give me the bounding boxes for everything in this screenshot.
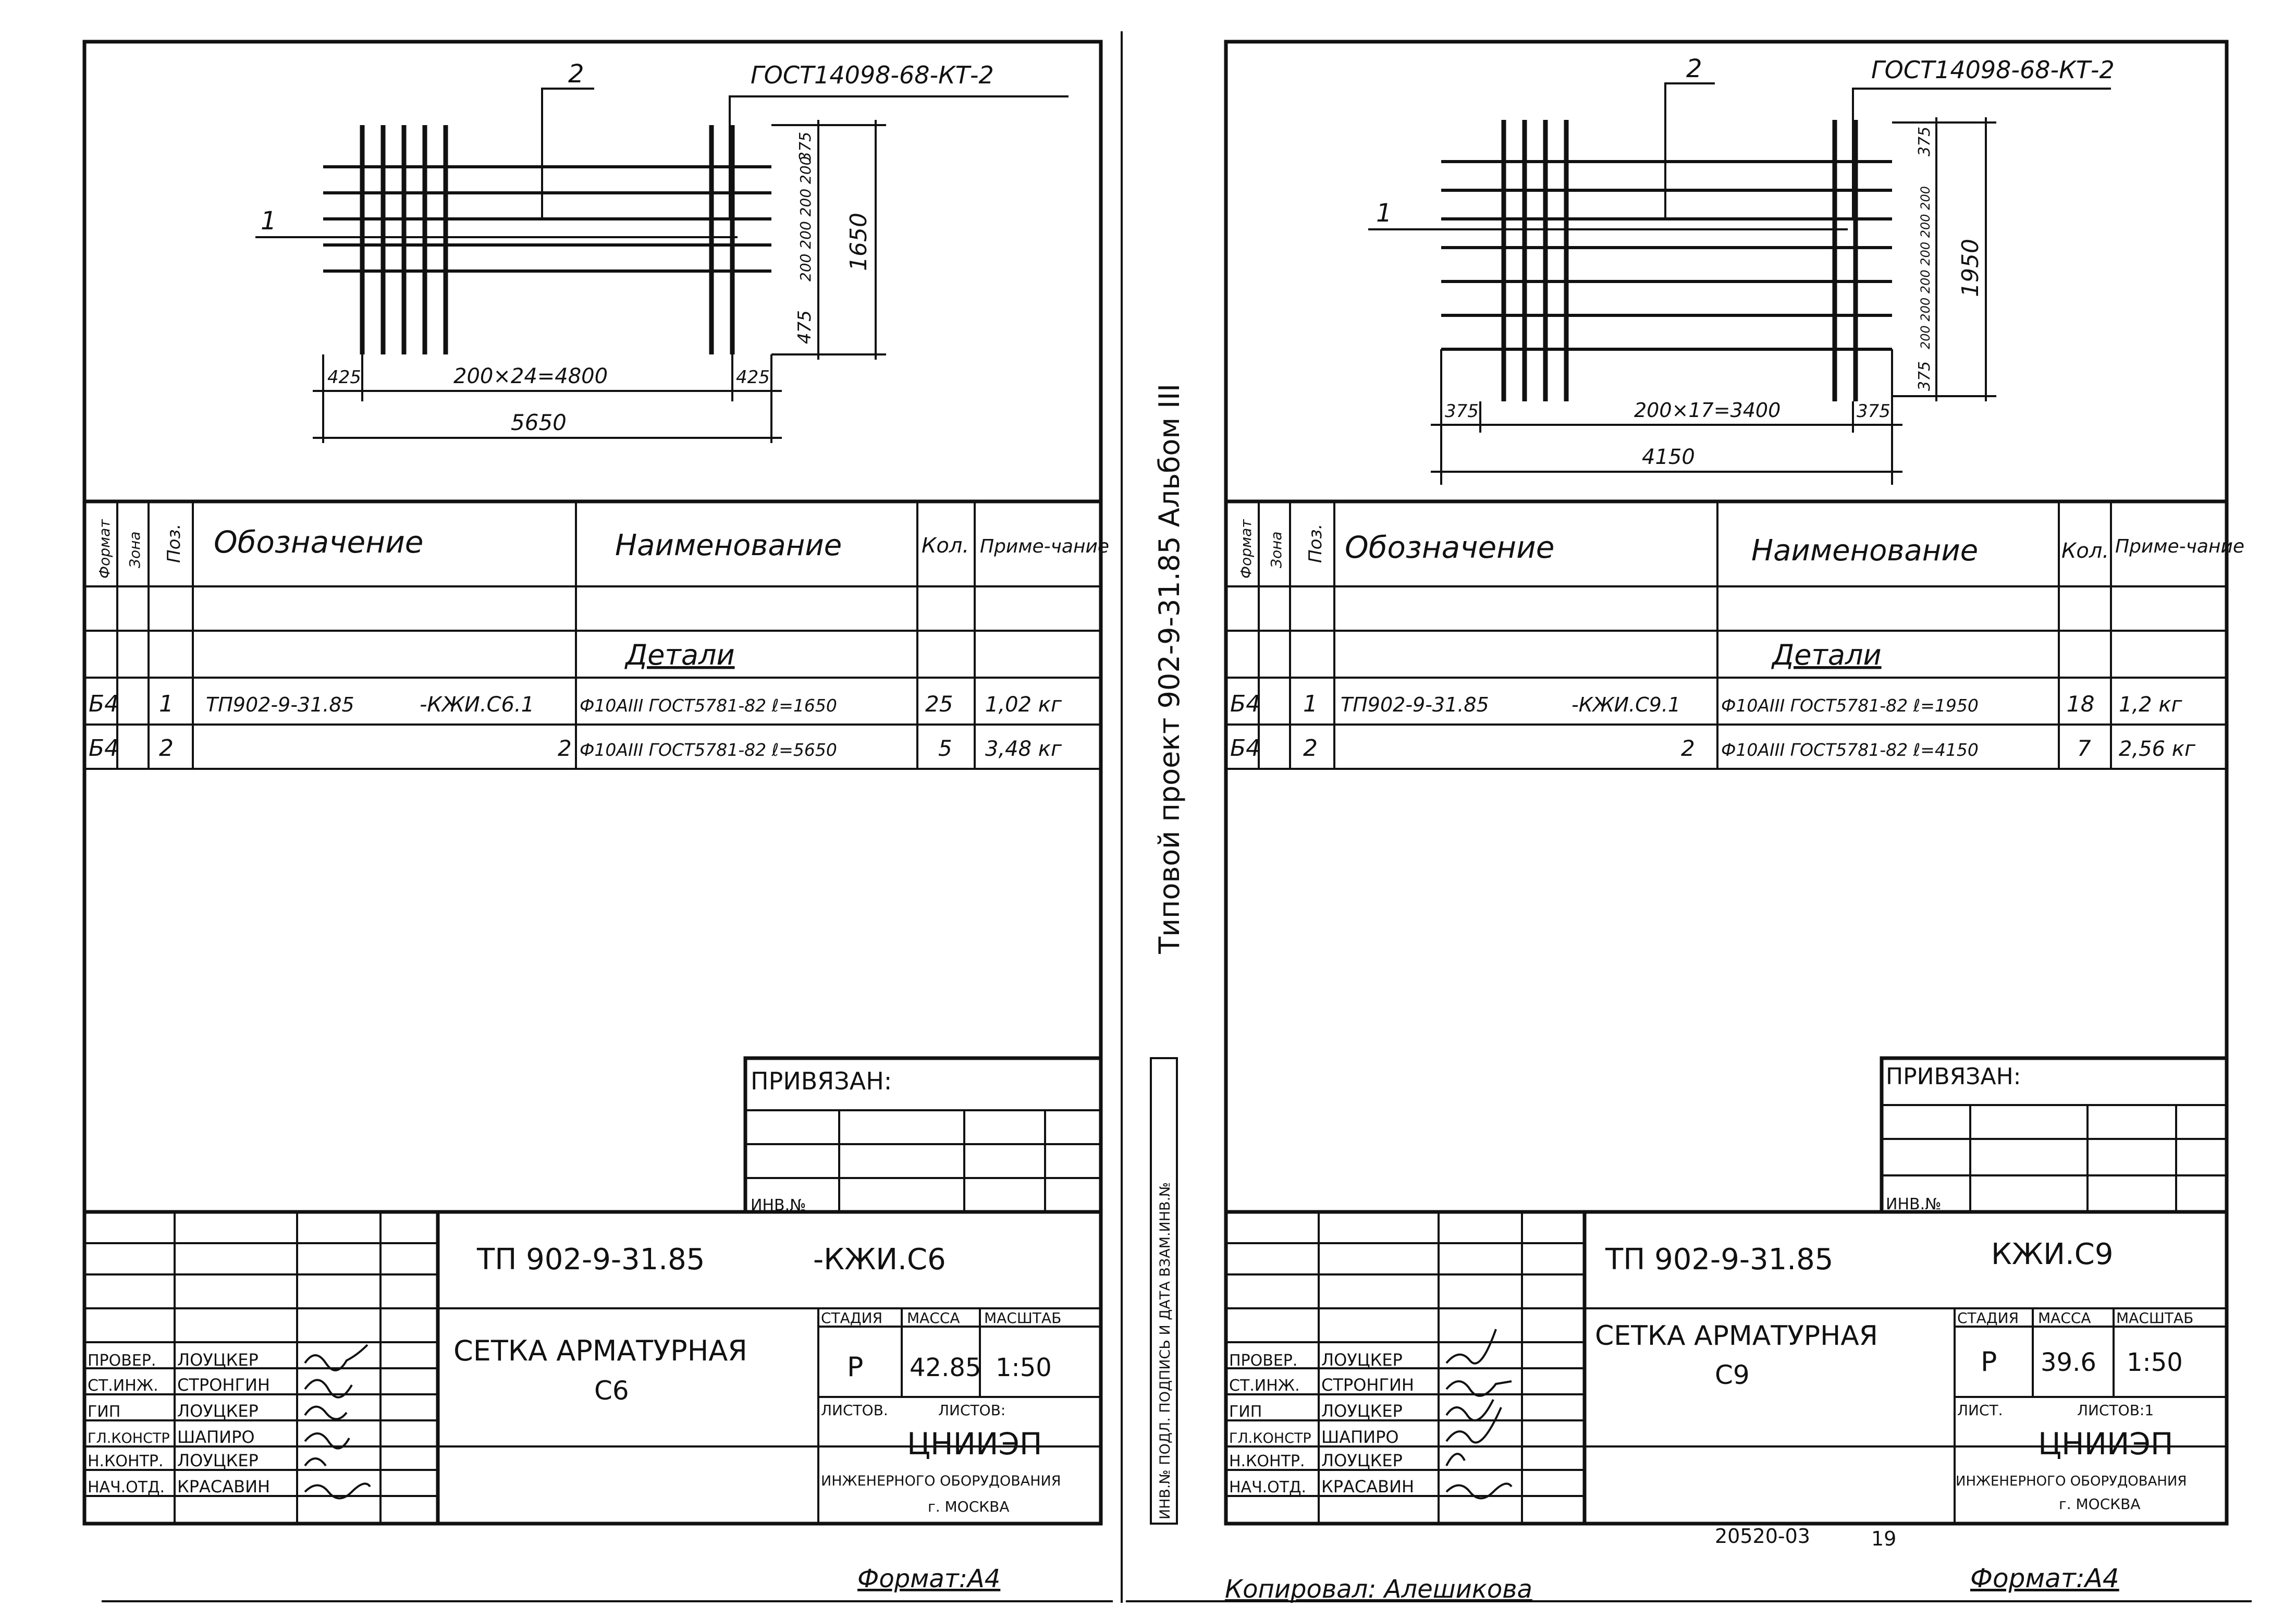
row-qty: 5 bbox=[938, 735, 952, 761]
row-designation: ТП902-9-31.85 bbox=[206, 693, 354, 716]
staff-row bbox=[1229, 1427, 1399, 1447]
col-pos-header: Поз. bbox=[164, 523, 185, 563]
binding-label: ПРИВЯЗАН: bbox=[751, 1067, 892, 1095]
org-name: ЦНИИЭП bbox=[2038, 1426, 2174, 1462]
doc-title-line2: С9 bbox=[1715, 1360, 1750, 1390]
mass-header: МАССА bbox=[907, 1309, 960, 1327]
dim-overall-length: 5650 bbox=[511, 410, 567, 435]
copied-by: Копировал: Алешикова bbox=[1225, 1575, 1532, 1604]
sheet-right-frame bbox=[1226, 42, 2227, 1524]
sheet-right bbox=[1225, 42, 2244, 1604]
leader-1-label: 1 bbox=[261, 206, 277, 236]
dim-vertical-middle: 200 200 200 200 bbox=[797, 156, 814, 281]
col-format-header: Формат bbox=[96, 519, 113, 579]
sheets-header: ЛИСТОВ:1 bbox=[2077, 1402, 2154, 1419]
staff-row bbox=[88, 1451, 259, 1470]
staff-role: НАЧ.ОТД. bbox=[1229, 1478, 1307, 1497]
staff-row bbox=[1229, 1451, 1403, 1470]
scale-value: 1:50 bbox=[996, 1353, 1052, 1382]
col-zone-header: Зона bbox=[1268, 531, 1285, 568]
staff-row bbox=[1229, 1375, 1414, 1395]
row-mark: 2 bbox=[558, 735, 572, 761]
staff-row bbox=[1229, 1401, 1403, 1421]
doc-title-line2: С6 bbox=[594, 1376, 629, 1406]
page-number: 19 bbox=[1871, 1527, 1897, 1550]
staff-name: ЛОУЦКЕР bbox=[1321, 1350, 1403, 1370]
doc-title-line1: СЕТКА АРМАТУРНАЯ bbox=[1595, 1320, 1878, 1352]
title-block-right bbox=[1226, 1212, 2227, 1524]
row-format: Б4 bbox=[1230, 735, 1261, 762]
leader-2-line bbox=[1665, 83, 1715, 219]
dim-middle: 200×17=3400 bbox=[1634, 399, 1781, 422]
row-name: Ф10АIII ГОСТ5781-82 ℓ=4150 bbox=[1721, 740, 1979, 760]
dim-middle: 200×24=4800 bbox=[453, 364, 608, 388]
dim-vertical-bottom: 475 bbox=[794, 310, 815, 344]
spec-row bbox=[1230, 691, 2182, 717]
leader-2-line bbox=[542, 89, 594, 219]
spec-row bbox=[1230, 735, 2196, 762]
dim-left-end: 375 bbox=[1445, 401, 1479, 422]
binding-box-right bbox=[1882, 1058, 2227, 1213]
doc-mark: КЖИ.С9 bbox=[1991, 1237, 2114, 1271]
org-name: ЦНИИЭП bbox=[907, 1426, 1042, 1462]
staff-role: ГЛ.КОНСТР bbox=[88, 1430, 170, 1446]
sheet-header: ЛИСТ. bbox=[1957, 1402, 2003, 1419]
org-line2: ИНЖЕНЕРНОГО ОБОРУДОВАНИЯ bbox=[1956, 1474, 2187, 1489]
staff-row bbox=[88, 1477, 270, 1497]
doc-code: ТП 902-9-31.85 bbox=[1605, 1243, 1834, 1277]
row-format: Б4 bbox=[89, 735, 119, 762]
row-name: Ф10АIII ГОСТ5781-82 ℓ=5650 bbox=[580, 740, 837, 760]
archive-number: 20520-03 bbox=[1715, 1525, 1810, 1548]
binding-box-left bbox=[745, 1058, 1101, 1215]
row-designation: ТП902-9-31.85 bbox=[1341, 693, 1489, 716]
staff-role: Н.КОНТР. bbox=[1229, 1452, 1305, 1470]
dim-vertical-bottom: 375 bbox=[1916, 361, 1934, 391]
col-name-header: Наименование bbox=[615, 529, 842, 562]
section-details: Детали bbox=[625, 639, 735, 671]
col-note-header: Приме-чание bbox=[980, 536, 1110, 557]
row-name: Ф10АIII ГОСТ5781-82 ℓ=1950 bbox=[1721, 695, 1979, 716]
col-zone-header: Зона bbox=[126, 531, 143, 568]
album-label: Типовой проект 902-9-31.85 Альбом III bbox=[1153, 383, 1186, 954]
sheet-header: ЛИСТОВ. bbox=[821, 1402, 888, 1419]
staff-name: СТРОНГИН bbox=[1321, 1375, 1414, 1395]
stage-value: Р bbox=[847, 1352, 864, 1383]
row-mark: -КЖИ.С9.1 bbox=[1571, 693, 1681, 716]
binding-label: ПРИВЯЗАН: bbox=[1886, 1063, 2021, 1090]
gost-label: ГОСТ14098-68-КТ-2 bbox=[751, 61, 994, 89]
staff-row bbox=[88, 1427, 255, 1447]
side-stamp-text: ИНВ.№ ПОДЛ. ПОДПИСЬ И ДАТА ВЗАМ.ИНВ.№ bbox=[1157, 1182, 1173, 1519]
org-line3: г. МОСКВА bbox=[2059, 1495, 2141, 1513]
col-designation-header: Обозначение bbox=[214, 524, 424, 560]
col-qty-header: Кол. bbox=[922, 534, 969, 558]
col-format-header: Формат bbox=[1237, 519, 1255, 579]
staff-name: ЛОУЦКЕР bbox=[1321, 1451, 1403, 1470]
staff-name: КРАСАВИН bbox=[1321, 1477, 1415, 1497]
staff-role: СТ.ИНЖ. bbox=[1229, 1377, 1300, 1395]
doc-title-line1: СЕТКА АРМАТУРНАЯ bbox=[453, 1334, 747, 1367]
sheets-header: ЛИСТОВ: bbox=[938, 1402, 1006, 1419]
staff-role: ГЛ.КОНСТР bbox=[1229, 1430, 1311, 1446]
staff-role: ГИП bbox=[1229, 1403, 1262, 1421]
staff-row bbox=[88, 1350, 259, 1370]
doc-code: ТП 902-9-31.85 bbox=[477, 1243, 705, 1277]
gost-label: ГОСТ14098-68-КТ-2 bbox=[1871, 56, 2115, 84]
signatures bbox=[1446, 1329, 1512, 1499]
spec-table-left bbox=[84, 501, 1109, 769]
staff-role: ПРОВЕР. bbox=[88, 1352, 156, 1370]
row-pos: 1 bbox=[1303, 691, 1318, 717]
leader-1-label: 1 bbox=[1376, 199, 1392, 228]
mesh-bars-horizontal bbox=[323, 167, 771, 271]
spec-table-right bbox=[1226, 501, 2244, 769]
dim-overall-height: 1650 bbox=[845, 213, 872, 271]
format-label: Формат:А4 bbox=[1970, 1563, 2119, 1593]
staff-role: ПРОВЕР. bbox=[1229, 1352, 1298, 1370]
staff-name: СТРОНГИН bbox=[177, 1375, 270, 1395]
staff-row bbox=[88, 1401, 259, 1421]
side-stamp bbox=[1151, 1058, 1177, 1524]
row-format: Б4 bbox=[1230, 691, 1261, 717]
mesh-drawing-left bbox=[255, 59, 1069, 443]
dim-right-end: 425 bbox=[736, 367, 770, 388]
mesh-drawing-right bbox=[1368, 54, 2115, 485]
gost-leader-line bbox=[730, 96, 1069, 219]
dim-left-end: 425 bbox=[327, 367, 361, 388]
org-line3: г. МОСКВА bbox=[928, 1498, 1010, 1515]
row-note: 1,02 кг bbox=[985, 693, 1062, 717]
staff-role: НАЧ.ОТД. bbox=[88, 1478, 165, 1497]
format-label: Формат:А4 bbox=[857, 1564, 1001, 1593]
section-details: Детали bbox=[1772, 639, 1882, 671]
inventory-no-label: ИНВ.№ bbox=[1886, 1195, 1942, 1213]
dim-right-end: 375 bbox=[1857, 401, 1890, 422]
staff-name: ЛОУЦКЕР bbox=[177, 1401, 259, 1421]
row-qty: 18 bbox=[2067, 691, 2095, 717]
dim-overall-height: 1950 bbox=[1957, 239, 1984, 297]
title-block-left bbox=[84, 1212, 1101, 1524]
staff-role: ГИП bbox=[88, 1403, 121, 1421]
mass-value: 42.85 bbox=[910, 1353, 981, 1382]
staff-row bbox=[1229, 1477, 1414, 1497]
sheet-left bbox=[84, 42, 1109, 1593]
row-note: 3,48 кг bbox=[985, 737, 1062, 761]
mesh-bars-vertical bbox=[362, 125, 732, 354]
col-pos-header: Поз. bbox=[1305, 523, 1326, 563]
org-line2: ИНЖЕНЕРНОГО ОБОРУДОВАНИЯ bbox=[821, 1473, 1061, 1489]
row-mark: -КЖИ.С6.1 bbox=[420, 693, 535, 717]
staff-name: ЛОУЦКЕР bbox=[177, 1350, 259, 1370]
row-note: 1,2 кг bbox=[2119, 693, 2182, 717]
row-format: Б4 bbox=[89, 691, 119, 717]
inventory-no-label: ИНВ.№ bbox=[751, 1196, 806, 1215]
stage-value: Р bbox=[1981, 1346, 1997, 1378]
col-name-header: Наименование bbox=[1751, 534, 1979, 568]
staff-name: ЛОУЦКЕР bbox=[1321, 1401, 1403, 1421]
staff-row bbox=[1229, 1350, 1403, 1370]
row-pos: 2 bbox=[1303, 735, 1318, 762]
row-pos: 1 bbox=[159, 691, 174, 717]
row-pos: 2 bbox=[159, 735, 174, 762]
row-mark: 2 bbox=[1681, 735, 1695, 761]
dim-vertical-top: 375 bbox=[1916, 126, 1934, 156]
col-designation-header: Обозначение bbox=[1345, 530, 1555, 565]
scale-value: 1:50 bbox=[2127, 1348, 2183, 1377]
row-qty: 7 bbox=[2077, 735, 2091, 761]
mesh-bars-horizontal bbox=[1441, 162, 1892, 349]
stage-header: СТАДИЯ bbox=[1957, 1309, 2019, 1327]
col-note-header: Приме-чание bbox=[2115, 536, 2245, 557]
doc-mark: -КЖИ.С6 bbox=[813, 1243, 946, 1277]
dim-vertical-middle: 200 200 200 200 200 200 bbox=[1918, 186, 1933, 349]
dim-vertical-top: 375 bbox=[796, 131, 815, 162]
staff-role: Н.КОНТР. bbox=[88, 1452, 164, 1470]
staff-row bbox=[88, 1375, 270, 1395]
staff-role: СТ.ИНЖ. bbox=[88, 1377, 158, 1395]
row-qty: 25 bbox=[925, 691, 953, 717]
scale-header: МАСШТАБ bbox=[984, 1309, 1062, 1327]
staff-name: ШАПИРО bbox=[177, 1427, 255, 1447]
leader-2-label: 2 bbox=[1686, 54, 1702, 83]
scale-header: МАСШТАБ bbox=[2116, 1309, 2194, 1327]
staff-name: КРАСАВИН bbox=[177, 1477, 271, 1497]
col-qty-header: Кол. bbox=[2061, 539, 2109, 563]
staff-name: ШАПИРО bbox=[1321, 1427, 1399, 1447]
mass-value: 39.6 bbox=[2041, 1348, 2096, 1377]
sheet-left-frame bbox=[84, 42, 1101, 1524]
mass-header: МАССА bbox=[2038, 1309, 2091, 1327]
stage-header: СТАДИЯ bbox=[821, 1309, 883, 1327]
gost-leader-line bbox=[1853, 89, 2111, 219]
leader-2-label: 2 bbox=[568, 59, 584, 89]
row-name: Ф10АIII ГОСТ5781-82 ℓ=1650 bbox=[580, 695, 837, 716]
row-note: 2,56 кг bbox=[2119, 737, 2195, 761]
staff-name: ЛОУЦКЕР bbox=[177, 1451, 259, 1470]
dim-overall-length: 4150 bbox=[1642, 445, 1695, 469]
